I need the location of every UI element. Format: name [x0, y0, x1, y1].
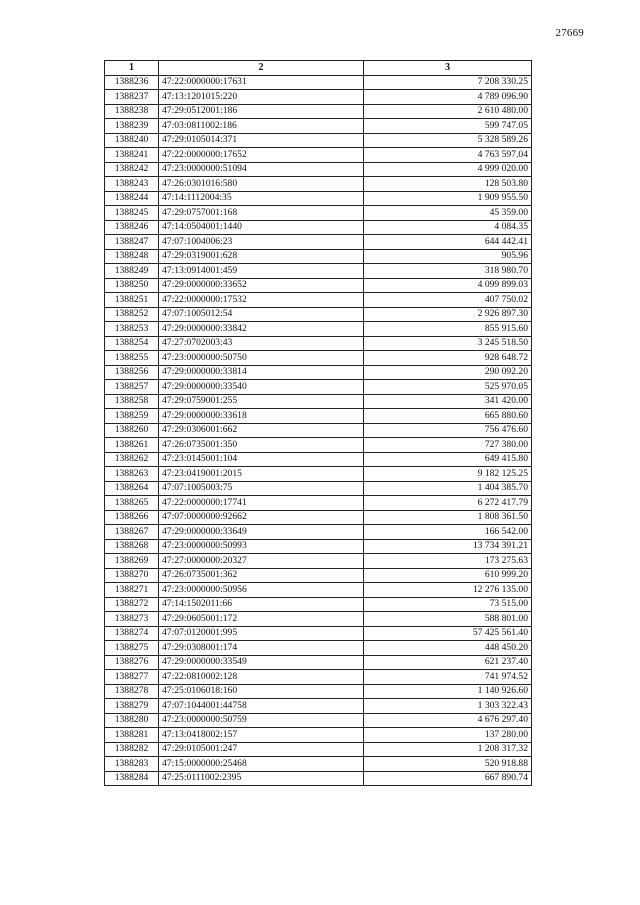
cadastral-number-cell: 47:13:0914001:459 — [159, 264, 364, 279]
table-row — [105, 583, 532, 598]
cadastral-value-cell: 166 542.00 — [364, 525, 532, 540]
cadastral-number-cell: 47:07:1005012:54 — [159, 307, 364, 322]
cadastral-value-cell: 290 092.20 — [364, 365, 532, 380]
row-number-cell: 1388257 — [105, 380, 159, 395]
table-row — [105, 539, 532, 554]
table-row — [105, 771, 532, 786]
row-number-cell: 1388276 — [105, 655, 159, 670]
column-header-number: 1 — [105, 61, 159, 76]
cadastral-number-cell: 47:29:0319001:628 — [159, 249, 364, 264]
row-number-cell: 1388248 — [105, 249, 159, 264]
table-row — [105, 249, 532, 264]
cadastral-number-cell: 47:29:0000000:33549 — [159, 655, 364, 670]
row-number-cell: 1388239 — [105, 119, 159, 134]
cadastral-value-cell: 644 442.41 — [364, 235, 532, 250]
cadastral-value-cell: 727 380.00 — [364, 438, 532, 453]
row-number-cell: 1388274 — [105, 626, 159, 641]
row-number-cell: 1388270 — [105, 568, 159, 583]
cadastral-value-cell: 928 648.72 — [364, 351, 532, 366]
table-row — [105, 365, 532, 380]
cadastral-value-cell: 1 808 361.50 — [364, 510, 532, 525]
row-number-cell: 1388243 — [105, 177, 159, 192]
cadastral-number-cell: 47:23:0000000:50956 — [159, 583, 364, 598]
row-number-cell: 1388268 — [105, 539, 159, 554]
cadastral-number-cell: 47:03:0811002:186 — [159, 119, 364, 134]
row-number-cell: 1388242 — [105, 162, 159, 177]
cadastral-value-cell: 665 880.60 — [364, 409, 532, 424]
cadastral-value-cell: 1 140 926.60 — [364, 684, 532, 699]
cadastral-value-cell: 621 237.40 — [364, 655, 532, 670]
cadastral-value-cell: 599 747.05 — [364, 119, 532, 134]
cadastral-value-cell: 1 909 955.50 — [364, 191, 532, 206]
cadastral-value-table — [104, 60, 532, 786]
cadastral-number-cell: 47:23:0000000:51094 — [159, 162, 364, 177]
table-row — [105, 742, 532, 757]
row-number-cell: 1388240 — [105, 133, 159, 148]
cadastral-value-cell: 448 450.20 — [364, 641, 532, 656]
row-number-cell: 1388271 — [105, 583, 159, 598]
table-row — [105, 119, 532, 134]
row-number-cell: 1388244 — [105, 191, 159, 206]
row-number-cell: 1388280 — [105, 713, 159, 728]
table-row — [105, 90, 532, 105]
table-row — [105, 322, 532, 337]
cadastral-number-cell: 47:07:1004006:23 — [159, 235, 364, 250]
table-row — [105, 423, 532, 438]
table-row — [105, 148, 532, 163]
table-row — [105, 191, 532, 206]
cadastral-value-cell: 173 275.63 — [364, 554, 532, 569]
cadastral-value-cell: 667 890.74 — [364, 771, 532, 786]
table-row — [105, 641, 532, 656]
cadastral-number-cell: 47:23:0145001:104 — [159, 452, 364, 467]
table-row — [105, 380, 532, 395]
cadastral-value-cell: 7 208 330.25 — [364, 75, 532, 90]
row-number-cell: 1388283 — [105, 757, 159, 772]
cadastral-value-cell: 1 404 385.70 — [364, 481, 532, 496]
table-row — [105, 133, 532, 148]
row-number-cell: 1388262 — [105, 452, 159, 467]
table-row — [105, 713, 532, 728]
cadastral-number-cell: 47:26:0735001:350 — [159, 438, 364, 453]
row-number-cell: 1388279 — [105, 699, 159, 714]
table-row — [105, 554, 532, 569]
table-row — [105, 220, 532, 235]
table-row — [105, 104, 532, 119]
row-number-cell: 1388238 — [105, 104, 159, 119]
table-row — [105, 467, 532, 482]
table-row — [105, 670, 532, 685]
cadastral-value-cell: 407 750.02 — [364, 293, 532, 308]
cadastral-number-cell: 47:22:0000000:17741 — [159, 496, 364, 511]
row-number-cell: 1388278 — [105, 684, 159, 699]
table-row — [105, 612, 532, 627]
cadastral-number-cell: 47:27:0000000:20327 — [159, 554, 364, 569]
table-row — [105, 481, 532, 496]
row-number-cell: 1388284 — [105, 771, 159, 786]
row-number-cell: 1388237 — [105, 90, 159, 105]
cadastral-number-cell: 47:29:0512001:186 — [159, 104, 364, 119]
cadastral-number-cell: 47:14:1502011:66 — [159, 597, 364, 612]
cadastral-number-cell: 47:07:0120001:995 — [159, 626, 364, 641]
cadastral-value-cell: 341 420.00 — [364, 394, 532, 409]
row-number-cell: 1388246 — [105, 220, 159, 235]
row-number-cell: 1388263 — [105, 467, 159, 482]
row-number-cell: 1388253 — [105, 322, 159, 337]
cadastral-number-cell: 47:13:0418002:157 — [159, 728, 364, 743]
cadastral-number-cell: 47:14:0504001:1440 — [159, 220, 364, 235]
column-header-cadastral-number: 2 — [159, 61, 364, 76]
cadastral-value-cell: 4 099 899.03 — [364, 278, 532, 293]
cadastral-value-cell: 73 515.00 — [364, 597, 532, 612]
cadastral-number-cell: 47:07:1005003:75 — [159, 481, 364, 496]
cadastral-value-cell: 520 918.88 — [364, 757, 532, 772]
table-row — [105, 438, 532, 453]
table-row — [105, 684, 532, 699]
cadastral-number-cell: 47:26:0301016:580 — [159, 177, 364, 192]
row-number-cell: 1388249 — [105, 264, 159, 279]
cadastral-value-cell: 588 801.00 — [364, 612, 532, 627]
table-row — [105, 626, 532, 641]
cadastral-number-cell: 47:29:0759001:255 — [159, 394, 364, 409]
table-row — [105, 235, 532, 250]
cadastral-number-cell: 47:29:0306001:662 — [159, 423, 364, 438]
table-row — [105, 162, 532, 177]
cadastral-value-cell: 137 280.00 — [364, 728, 532, 743]
cadastral-number-cell: 47:29:0000000:33814 — [159, 365, 364, 380]
row-number-cell: 1388273 — [105, 612, 159, 627]
cadastral-number-cell: 47:22:0000000:17631 — [159, 75, 364, 90]
cadastral-number-cell: 47:07:1044001:44758 — [159, 699, 364, 714]
cadastral-value-cell: 9 182 125.25 — [364, 467, 532, 482]
cadastral-number-cell: 47:07:0000000:92662 — [159, 510, 364, 525]
cadastral-value-cell: 4 999 020.00 — [364, 162, 532, 177]
table-row — [105, 525, 532, 540]
table-row — [105, 264, 532, 279]
table-row — [105, 452, 532, 467]
cadastral-number-cell: 47:29:0000000:33842 — [159, 322, 364, 337]
cadastral-number-cell: 47:29:0000000:33649 — [159, 525, 364, 540]
table-header-row — [105, 61, 532, 76]
table-row — [105, 394, 532, 409]
cadastral-value-cell: 57 425 561.40 — [364, 626, 532, 641]
row-number-cell: 1388255 — [105, 351, 159, 366]
cadastral-value-cell: 4 676 297.40 — [364, 713, 532, 728]
cadastral-number-cell: 47:25:0111002:2395 — [159, 771, 364, 786]
row-number-cell: 1388258 — [105, 394, 159, 409]
table-row — [105, 278, 532, 293]
table-row — [105, 757, 532, 772]
cadastral-number-cell: 47:13:1201015:220 — [159, 90, 364, 105]
cadastral-value-cell: 6 272 417.79 — [364, 496, 532, 511]
cadastral-number-cell: 47:23:0000000:50993 — [159, 539, 364, 554]
cadastral-value-cell: 4 789 096.90 — [364, 90, 532, 105]
row-number-cell: 1388269 — [105, 554, 159, 569]
table-row — [105, 307, 532, 322]
cadastral-value-cell: 5 328 589.26 — [364, 133, 532, 148]
cadastral-number-cell: 47:29:0000000:33618 — [159, 409, 364, 424]
row-number-cell: 1388251 — [105, 293, 159, 308]
cadastral-number-cell: 47:29:0757001:168 — [159, 206, 364, 221]
cadastral-value-cell: 649 415.80 — [364, 452, 532, 467]
row-number-cell: 1388254 — [105, 336, 159, 351]
row-number-cell: 1388241 — [105, 148, 159, 163]
row-number-cell: 1388282 — [105, 742, 159, 757]
cadastral-value-cell: 128 503.80 — [364, 177, 532, 192]
page-number: 27669 — [555, 27, 584, 39]
column-header-value: 3 — [364, 61, 532, 76]
cadastral-value-cell: 855 915.60 — [364, 322, 532, 337]
cadastral-number-cell: 47:26:0735001:362 — [159, 568, 364, 583]
table-row — [105, 597, 532, 612]
table-row — [105, 293, 532, 308]
table-row — [105, 568, 532, 583]
table-row — [105, 336, 532, 351]
cadastral-value-cell: 12 276 135.00 — [364, 583, 532, 598]
cadastral-number-cell: 47:27:0702003:43 — [159, 336, 364, 351]
row-number-cell: 1388259 — [105, 409, 159, 424]
row-number-cell: 1388260 — [105, 423, 159, 438]
cadastral-number-cell: 47:22:0000000:17532 — [159, 293, 364, 308]
cadastral-number-cell: 47:29:0605001:172 — [159, 612, 364, 627]
row-number-cell: 1388265 — [105, 496, 159, 511]
table-row — [105, 75, 532, 90]
cadastral-value-cell: 3 245 518.50 — [364, 336, 532, 351]
cadastral-value-cell: 4 084.35 — [364, 220, 532, 235]
cadastral-number-cell: 47:29:0000000:33652 — [159, 278, 364, 293]
cadastral-value-cell: 4 763 597.04 — [364, 148, 532, 163]
cadastral-number-cell: 47:29:0308001:174 — [159, 641, 364, 656]
cadastral-number-cell: 47:29:0000000:33540 — [159, 380, 364, 395]
cadastral-number-cell: 47:23:0000000:50759 — [159, 713, 364, 728]
row-number-cell: 1388275 — [105, 641, 159, 656]
cadastral-value-cell: 756 476.60 — [364, 423, 532, 438]
row-number-cell: 1388261 — [105, 438, 159, 453]
table-row — [105, 496, 532, 511]
cadastral-number-cell: 47:29:0105014:371 — [159, 133, 364, 148]
cadastral-value-cell: 45 359.00 — [364, 206, 532, 221]
row-number-cell: 1388277 — [105, 670, 159, 685]
cadastral-value-cell: 1 303 322.43 — [364, 699, 532, 714]
cadastral-number-cell: 47:29:0105001:247 — [159, 742, 364, 757]
cadastral-number-cell: 47:25:0106018:160 — [159, 684, 364, 699]
cadastral-number-cell: 47:23:0000000:50750 — [159, 351, 364, 366]
cadastral-value-cell: 610 999.20 — [364, 568, 532, 583]
cadastral-number-cell: 47:22:0810002:128 — [159, 670, 364, 685]
cadastral-value-cell: 13 734 391.21 — [364, 539, 532, 554]
table-body — [105, 75, 532, 786]
row-number-cell: 1388264 — [105, 481, 159, 496]
row-number-cell: 1388247 — [105, 235, 159, 250]
cadastral-number-cell: 47:23:0419001:2015 — [159, 467, 364, 482]
cadastral-value-cell: 905.96 — [364, 249, 532, 264]
table-row — [105, 177, 532, 192]
row-number-cell: 1388272 — [105, 597, 159, 612]
row-number-cell: 1388267 — [105, 525, 159, 540]
cadastral-value-cell: 1 208 317.32 — [364, 742, 532, 757]
row-number-cell: 1388256 — [105, 365, 159, 380]
cadastral-value-cell: 2 610 480.00 — [364, 104, 532, 119]
cadastral-value-cell: 741 974.52 — [364, 670, 532, 685]
row-number-cell: 1388250 — [105, 278, 159, 293]
cadastral-number-cell: 47:15:0000000:25468 — [159, 757, 364, 772]
table-row — [105, 510, 532, 525]
table-row — [105, 655, 532, 670]
table-row — [105, 699, 532, 714]
table-row — [105, 351, 532, 366]
row-number-cell: 1388245 — [105, 206, 159, 221]
row-number-cell: 1388281 — [105, 728, 159, 743]
cadastral-value-cell: 525 970.05 — [364, 380, 532, 395]
table-row — [105, 728, 532, 743]
row-number-cell: 1388236 — [105, 75, 159, 90]
cadastral-number-cell: 47:22:0000000:17652 — [159, 148, 364, 163]
table-row — [105, 206, 532, 221]
row-number-cell: 1388266 — [105, 510, 159, 525]
cadastral-number-cell: 47:14:1112004:35 — [159, 191, 364, 206]
row-number-cell: 1388252 — [105, 307, 159, 322]
cadastral-value-cell: 318 980.70 — [364, 264, 532, 279]
table-row — [105, 409, 532, 424]
cadastral-value-cell: 2 926 897.30 — [364, 307, 532, 322]
